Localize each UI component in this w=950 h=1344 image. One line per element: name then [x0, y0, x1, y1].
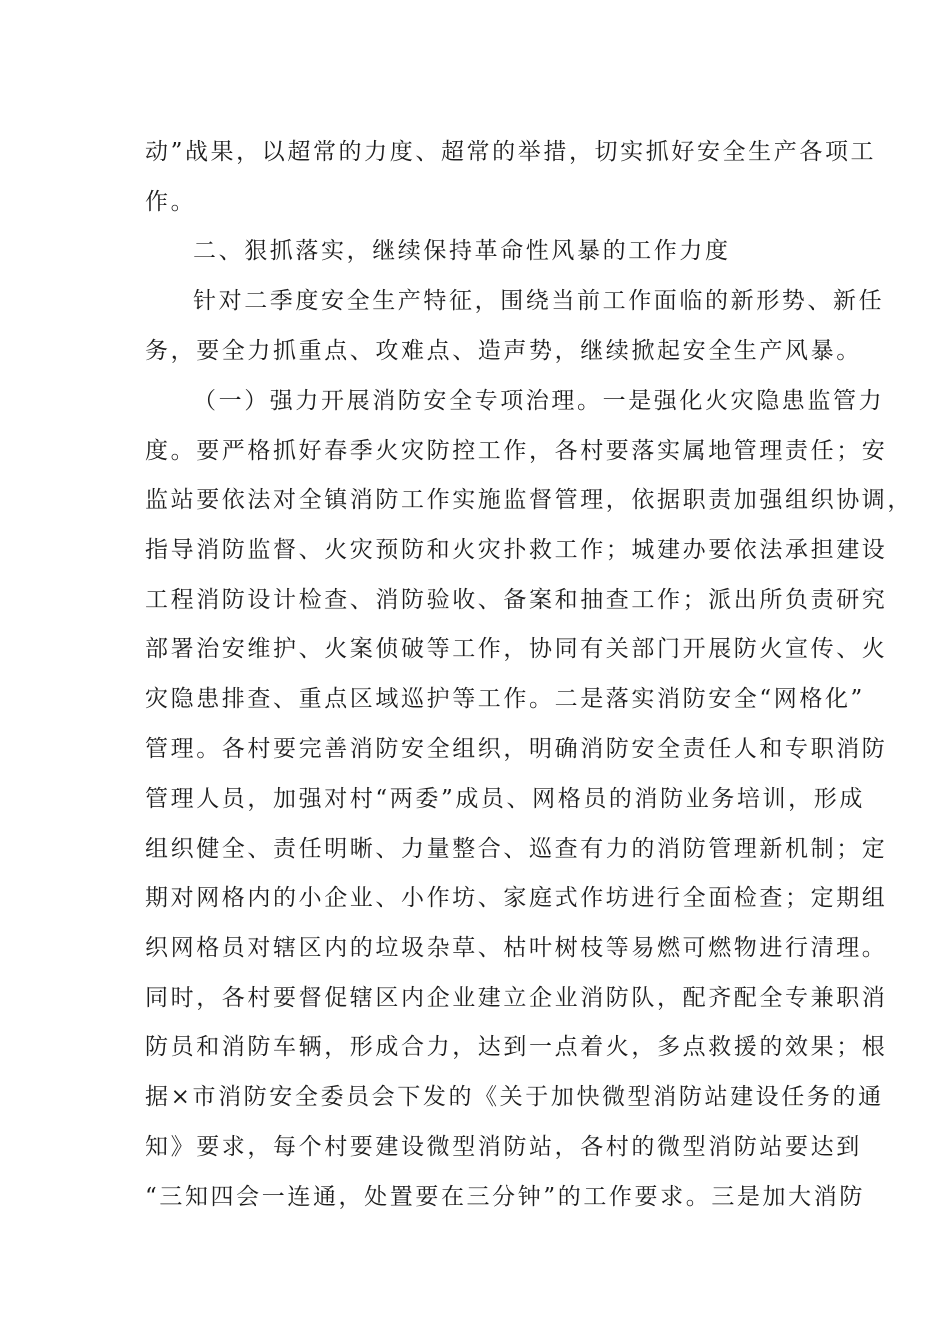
body-text-line: 期对网格内的小企业、小作坊、家庭式作坊进行全面检查；定期组 — [145, 885, 888, 911]
body-text-line: 动”战果，以超常的力度、超常的举措，切实抓好安全生产各项工 — [145, 139, 877, 165]
body-text-line: 作。 — [145, 189, 197, 215]
body-text-line: 监站要依法对全镇消防工作实施监督管理，依据职责加强组织协调， — [145, 487, 913, 513]
body-text-line: 部署治安维护、火案侦破等工作，协同有关部门开展防火宣传、火 — [145, 636, 888, 662]
body-text-line: 防员和消防车辆，形成合力，达到一点着火，多点救援的效果；根 — [145, 1034, 888, 1060]
section-heading: 二、狠抓落实，继续保持革命性风暴的工作力度 — [193, 238, 731, 264]
body-text-line: 度。要严格抓好春季火灾防控工作，各村要落实属地管理责任；安 — [145, 438, 888, 464]
body-text-line: 管理人员，加强对村“两委”成员、网格员的消防业务培训，形成 — [145, 786, 865, 812]
body-text-line: 务，要全力抓重点、攻难点、造声势，继续掀起安全生产风暴。 — [145, 338, 862, 364]
body-text-line: 组织健全、责任明晰、力量整合、巡查有力的消防管理新机制；定 — [145, 836, 888, 862]
body-text-line: 灾隐患排查、重点区域巡护等工作。二是落实消防安全“网格化” — [145, 686, 865, 712]
body-text-line: 指导消防监督、火灾预防和火灾扑救工作；城建办要依法承担建设 — [145, 537, 888, 563]
body-text-line: 据×市消防安全委员会下发的《关于加快微型消防站建设任务的通 — [145, 1084, 884, 1110]
body-text-line: 知》要求，每个村要建设微型消防站，各村的微型消防站要达到 — [145, 1134, 862, 1160]
body-text-line: “三知四会一连通，处置要在三分钟”的工作要求。三是加大消防 — [145, 1184, 865, 1210]
body-text-line: 同时，各村要督促辖区内企业建立企业消防队，配齐配全专兼职消 — [145, 985, 888, 1011]
body-text-line: 工程消防设计检查、消防验收、备案和抽查工作；派出所负责研究 — [145, 587, 888, 613]
body-text-line: 管理。各村要完善消防安全组织，明确消防安全责任人和专职消防 — [145, 736, 888, 762]
body-text-line: 织网格员对辖区内的垃圾杂草、枯叶树枝等易燃可燃物进行清理。 — [145, 935, 888, 961]
body-text-line: 针对二季度安全生产特征，围绕当前工作面临的新形势、新任 — [193, 288, 885, 314]
subsection-text-line: （一）强力开展消防安全专项治理。一是强化火灾隐患监管力 — [193, 388, 885, 414]
